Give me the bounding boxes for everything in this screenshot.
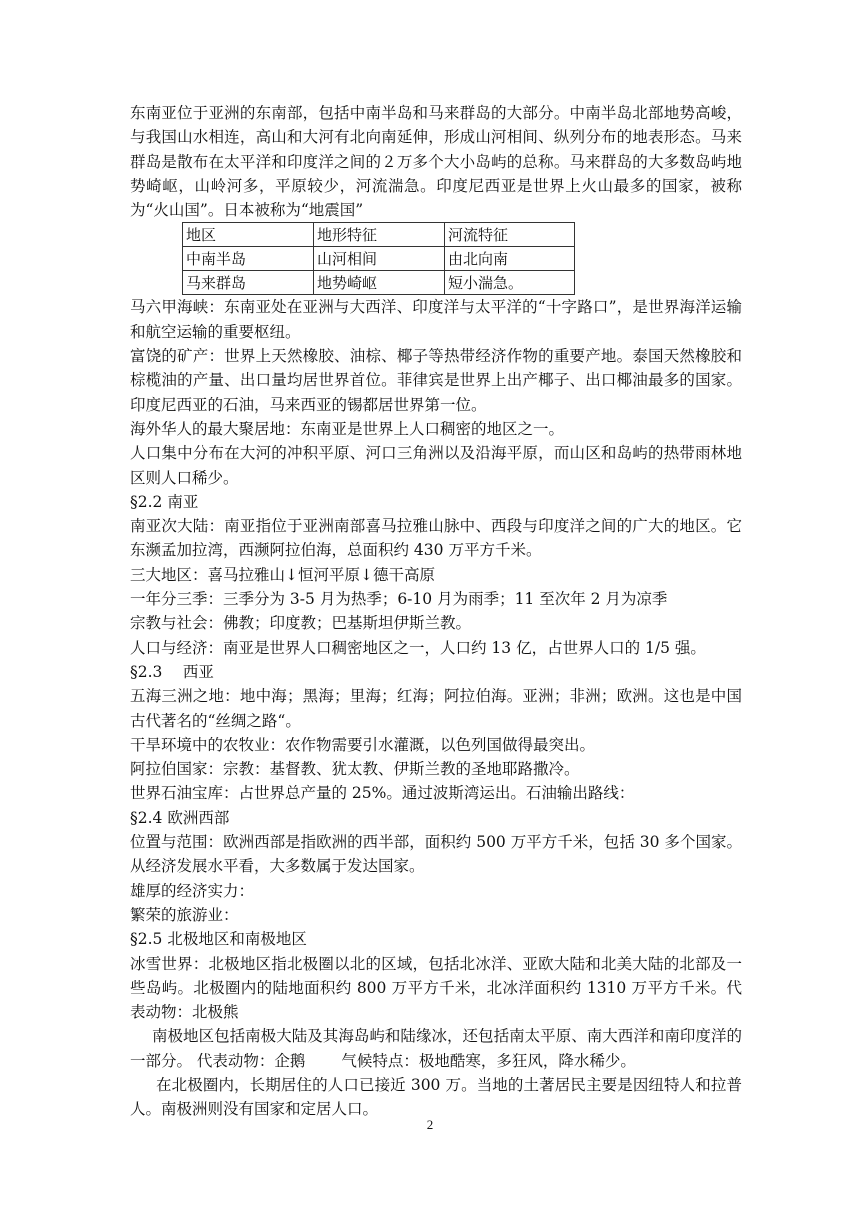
paragraph: 富饶的矿产：世界上天然橡胶、油棕、椰子等热带经济作物的重要产地。泰国天然橡胶和棕榄油的产量、出口量均居世界首位。菲律宾是世界上出产椰子、出口椰油最多的国家。印度尼西亚的石油，马来西亚的锡都居世界第一位。 (130, 347, 742, 414)
paragraph: 冰雪世界：北极地区指北极圈以北的区域，包括北冰洋、亚欧大陆和北美大陆的北部及一些岛屿。北极圈内的陆地面积约 800 万平方千米，北冰洋面积约 1310 万平方千米。代表动物：北极熊 (130, 954, 742, 1022)
table-cell: 地势崎岖 (314, 271, 445, 295)
table-row (183, 247, 575, 271)
paragraph: 人口与经济：南亚是世界人口稠密地区之一，人口约 13 亿，占世界人口的 1/5 强。 (130, 638, 706, 657)
section-heading: §2.2 南亚 (130, 492, 199, 511)
paragraph: 位置与范围：欧洲西部是指欧洲的西半部，面积约 500 万平方千米，包括 30 多个国家。从经济发展水平看，大多数属于发达国家。 (130, 833, 742, 876)
page-number: 2 (426, 1117, 434, 1132)
paragraph: 宗教与社会：佛教；印度教；巴基斯坦伊斯兰教。 (130, 614, 472, 633)
table-cell: 由北向南 (445, 247, 575, 271)
table-cell: 短小湍急。 (445, 271, 575, 295)
paragraph: 南亚次大陆：南亚指位于亚洲南部喜马拉雅山脉中、西段与印度洋之间的广大的地区。它东濒孟加拉湾，西濒阿拉伯海，总面积约 430 万平方千米。 (130, 517, 742, 560)
paragraph: 阿拉伯国家：宗教：基督教、犹太教、伊斯兰教的圣地耶路撒冷。 (130, 760, 580, 779)
paragraph: 三大地区：喜马拉雅山↓恒河平原↓德干高原 (130, 565, 435, 584)
terrain-table (182, 222, 575, 295)
paragraph: 雄厚的经济实力： (130, 881, 255, 900)
table-cell: 河流特征 (445, 223, 575, 247)
table-cell: 地区 (183, 223, 314, 247)
section-heading: §2.5 北极地区和南极地区 (130, 930, 307, 949)
paragraph: 世界石油宝库：占世界总产量的 25%。通过波斯湾运出。石油输出路线： (130, 784, 635, 803)
section-heading: §2.4 欧洲西部 (130, 808, 230, 827)
paragraph-antarctic: 南极地区包括南极大陆及其海岛屿和陆缘冰，还包括南太平原、南大西洋和南印度洋的一部分。 代表动物：企鹅 气候特点：极地酷寒，多狂风，降水稀少。 (130, 1027, 742, 1070)
paragraph-population: 在北极圈内，长期居住的人口已接近 300 万。当地的土著居民主要是因纽特人和拉普人。南极洲则没有国家和定居人口。 (130, 1075, 742, 1119)
table-cell: 山河相间 (314, 247, 445, 271)
paragraph: 繁荣的旅游业： (130, 905, 239, 924)
table-cell: 中南半岛 (183, 247, 314, 271)
table-cell: 地形特征 (314, 223, 445, 247)
paragraph: 海外华人的最大聚居地：东南亚是世界上人口稠密的地区之一。 (130, 419, 565, 438)
paragraph: 人口集中分布在大河的冲积平原、河口三角洲以及沿海平原，而山区和岛屿的热带雨林地区则人口稀少。 (130, 444, 742, 487)
section-heading: §2.3 西亚 (130, 662, 214, 681)
terrain-table-wrapper (182, 222, 742, 295)
paragraph: 干旱环境中的农牧业：农作物需要引水灌溉，以色列国做得最突出。 (130, 735, 596, 754)
paragraph: 五海三洲之地：地中海；黑海；里海；红海；阿拉伯海。亚洲；非洲；欧洲。这也是中国古代著名的“丝绸之路“。 (130, 687, 742, 730)
paragraph: 一年分三季：三季分为 3-5 月为热季；6-10 月为雨季；11 至次年 2 月为凉季 (130, 590, 668, 609)
table-cell: 马来群岛 (183, 271, 314, 295)
document-body (130, 101, 742, 1122)
paragraph: 马六甲海峡：东南亚处在亚洲与大西洋、印度洋与太平洋的“十字路口”，是世界海洋运输和航空运输的重要枢纽。 (130, 298, 742, 341)
paragraph-southeast-asia: 东南亚位于亚洲的东南部，包括中南半岛和马来群岛的大部分。中南半岛北部地势高峻，与我国山水相连，高山和大河有北向南延伸，形成山河相间、纵列分布的地表形态。马来群岛是散布在太平洋和印度洋之间的２万多个大小岛屿的总称。马来群岛的大多数岛屿地势崎岖，山岭河多，平原较少，河流湍急。印度尼西亚是世界上火山最多的国家，被称为“火山国”。日本被称为“地震国” (130, 104, 742, 220)
table-row (183, 271, 575, 295)
table-row (183, 223, 575, 247)
